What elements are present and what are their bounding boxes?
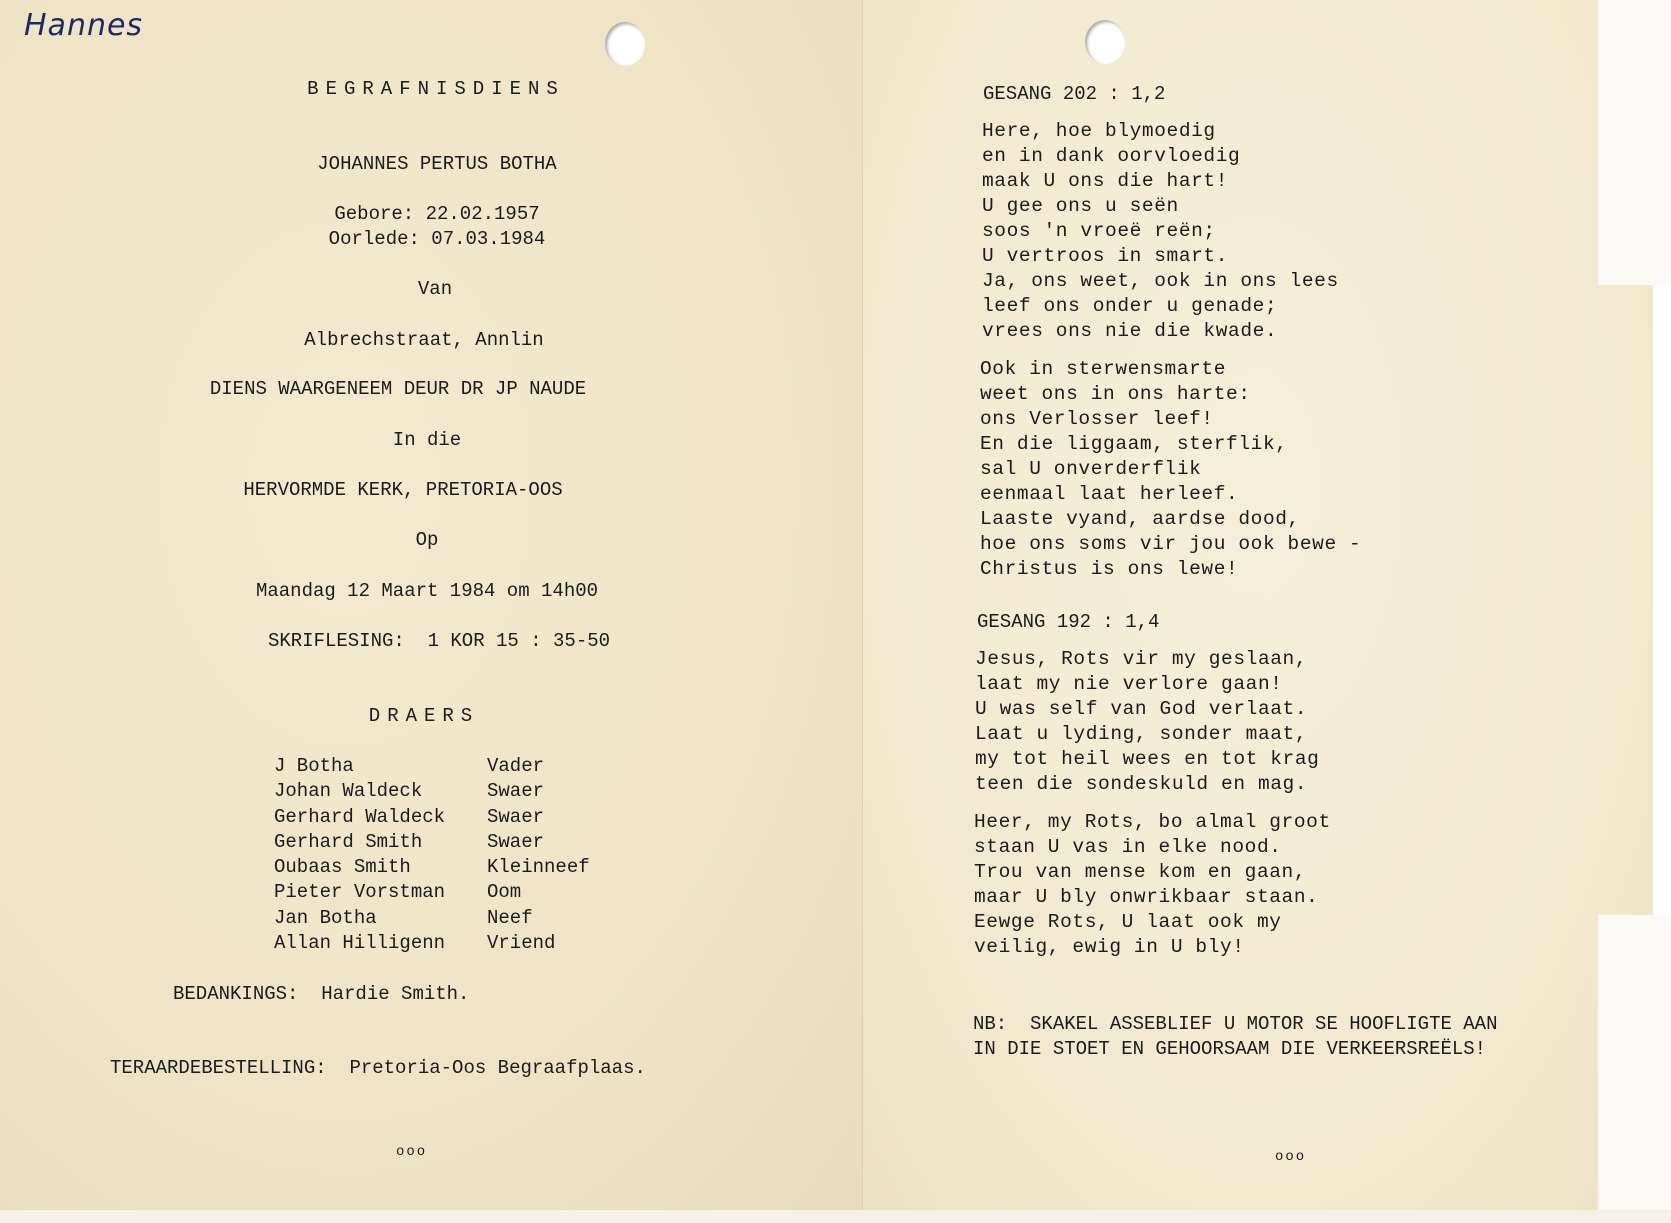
- bearer-name: Jan Botha: [274, 906, 377, 929]
- background-strip: [1598, 915, 1671, 1210]
- scripture-reading: SKRIFLESING: 1 KOR 15 : 35-50: [267, 630, 611, 652]
- service-by: DIENS WAARGENEEM DEUR DR JP NAUDE: [209, 378, 587, 400]
- birth-date: Gebore: 22.02.1957: [334, 203, 540, 225]
- bearer-name: Oubaas Smith: [274, 856, 411, 879]
- background-strip: [1598, 0, 1671, 285]
- church: HERVORMDE KERK, PRETORIA-OOS: [243, 479, 563, 501]
- deceased-name: JOHANNES PERTUS BOTHA: [317, 153, 557, 175]
- bearer-relation: Swaer: [487, 830, 545, 853]
- page-footer-ornament: ooo: [396, 1144, 428, 1160]
- handwritten-name: Hannes: [24, 8, 144, 43]
- bearer-name: Gerhard Waldeck: [274, 805, 446, 828]
- bearers-title: DRAERS: [368, 705, 480, 727]
- service-date: Maandag 12 Maart 1984 om 14h00: [255, 580, 599, 602]
- bearer-name: J Botha: [274, 755, 354, 777]
- bottom-band: [0, 1210, 1671, 1223]
- punch-hole-icon: [1085, 20, 1125, 64]
- bearer-name: Allan Hilligenn: [274, 932, 446, 955]
- bearer-name: Johan Waldeck: [274, 780, 423, 803]
- hymn-1-title: GESANG 202 : 1,2: [983, 83, 1166, 105]
- hymn-1-verse-2: Ook in sterwensmarte weet ons in ons harte: ons Verlosser leef! En die liggaam, sterflik, sal U onverderflik eenmaal laat herleef. Laaste vyand, aardse dood, hoe ons soms vir jou ook bewe - Christus is ons lewe!: [980, 358, 1362, 580]
- thanks: BEDANKINGS: Hardie Smith.: [173, 983, 470, 1005]
- bearer-relation: Swaer: [487, 780, 545, 803]
- punch-hole-icon: [605, 22, 645, 66]
- traffic-note-line-1: NB: SKAKEL ASSEBLIEF U MOTOR SE HOOFLIGTE AAN: [973, 1013, 1498, 1035]
- on-label: Op: [415, 529, 439, 551]
- bearer-name: Gerhard Smith: [274, 830, 423, 853]
- bearer-relation: Oom: [487, 881, 522, 904]
- bearer-relation: Vader: [487, 755, 545, 777]
- address: Albrechstraat, Annlin: [304, 329, 544, 351]
- traffic-note-line-2: IN DIE STOET EN GEHOORSAAM DIE VERKEERSREËLS!: [973, 1038, 1487, 1060]
- bearer-name: Pieter Vorstman: [274, 881, 446, 904]
- hymn-2-verse-2: Heer, my Rots, bo almal groot staan U vas in elke nood. Trou van mense kom en gaan, maar U bly onwrikbaar staan. Eewge Rots, U laat ook my veilig, ewig in U bly!: [974, 811, 1331, 958]
- in-label: In die: [392, 429, 462, 451]
- hymn-2-verse-1: Jesus, Rots vir my geslaan, laat my nie verlore gaan! U was self van God verlaat. Laat u lyding, sonder maat, my tot heil wees en tot krag teen die sondeskuld en mag.: [975, 648, 1320, 795]
- bearer-relation: Kleinneef: [487, 856, 590, 879]
- burial: TERAARDEBESTELLING: Pretoria-Oos Begraafplaas.: [110, 1057, 646, 1079]
- program-title: BEGRAFNISDIENS: [307, 78, 565, 100]
- death-date: Oorlede: 07.03.1984: [328, 228, 546, 250]
- hymn-2-title: GESANG 192 : 1,4: [977, 611, 1160, 633]
- page-footer-ornament: ooo: [1275, 1149, 1307, 1165]
- bearer-relation: Neef: [487, 906, 533, 929]
- bearer-relation: Swaer: [487, 805, 545, 828]
- hymn-1-verse-1: Here, hoe blymoedig en in dank oorvloedig maak U ons die hart! U gee ons u seën soos 'n vroeë reën; U vertroos in smart. Ja, ons weet, ook in ons lees leef ons onder u genade; vrees ons nie die kwade.: [982, 120, 1339, 342]
- from-label: Van: [417, 278, 453, 300]
- bearer-relation: Vriend: [487, 932, 556, 955]
